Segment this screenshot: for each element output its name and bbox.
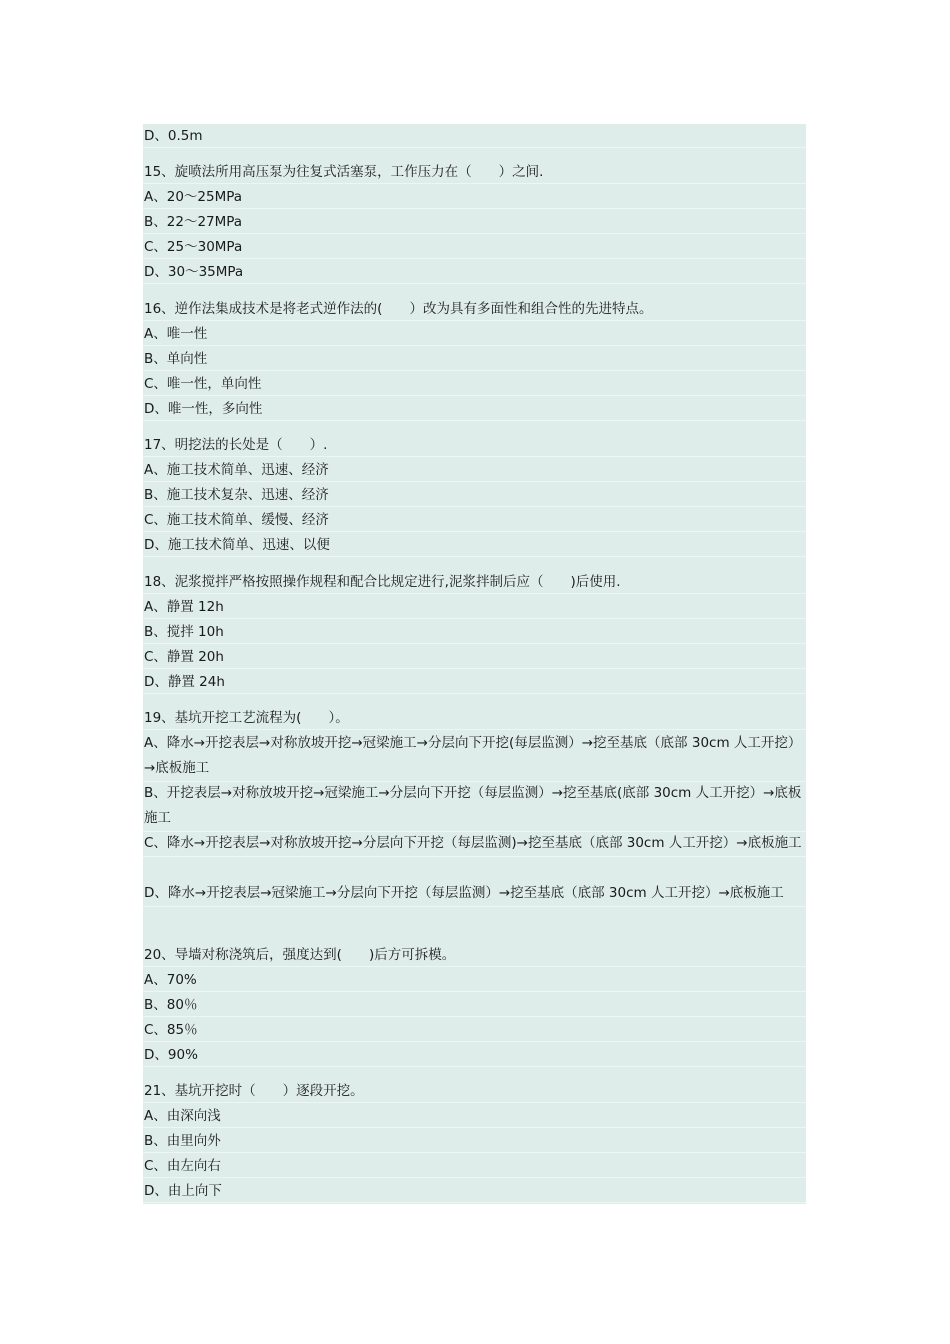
option-17-d: D、施工技术简单、迅速、以便 [143,533,806,557]
option-15-d: D、30～35MPa [143,260,806,284]
option-19-a: A、降水→开挖表层→对称放坡开挖→冠梁施工→分层向下开挖(每层监测）→挖至基底（底部 30cm 人工开挖）→底板施工 [143,731,806,782]
option-19-b: B、开挖表层→对称放坡开挖→冠梁施工→分层向下开挖（每层监测）→挖至基底(底部 30cm 人工开挖）→底板施工 [143,781,806,832]
question-19: 19、基坑开挖工艺流程为( ）。 [143,706,806,730]
option-16-d: D、唯一性，多向性 [143,397,806,421]
option-14-d: D、0.5m [143,124,806,148]
option-18-c: C、静置 20h [143,645,806,669]
option-21-a: A、由深向浅 [143,1104,806,1128]
option-20-b: B、80％ [143,993,806,1017]
question-15: 15、旋喷法所用高压泵为往复式活塞泵，工作压力在（ ）之间. [143,160,806,184]
option-20-c: C、85％ [143,1018,806,1042]
option-15-a: A、20～25MPa [143,185,806,209]
option-16-c: C、唯一性，单向性 [143,372,806,396]
option-18-a: A、静置 12h [143,595,806,619]
option-18-b: B、搅拌 10h [143,620,806,644]
option-20-d: D、90% [143,1043,806,1067]
option-21-b: B、由里向外 [143,1129,806,1153]
option-15-c: C、25～30MPa [143,235,806,259]
question-21: 21、基坑开挖时（ ）逐段开挖。 [143,1079,806,1103]
option-18-d: D、静置 24h [143,670,806,694]
question-18: 18、泥浆搅拌严格按照操作规程和配合比规定进行,泥浆拌制后应（ )后使用. [143,570,806,594]
option-16-b: B、单向性 [143,347,806,371]
question-20: 20、导墙对称浇筑后，强度达到( )后方可拆模。 [143,943,806,967]
question-17: 17、明挖法的长处是（ ）. [143,433,806,457]
question-16: 16、逆作法集成技术是将老式逆作法的( ）改为具有多面性和组合性的先进特点。 [143,297,806,321]
option-19-d: D、降水→开挖表层→冠梁施工→分层向下开挖（每层监测）→挖至基底（底部 30cm 人工开挖）→底板施工 [143,881,806,907]
option-19-c: C、降水→开挖表层→对称放坡开挖→分层向下开挖（每层监测)→挖至基底（底部 30cm 人工开挖）→底板施工 [143,831,806,857]
option-21-c: C、由左向右 [143,1154,806,1178]
option-15-b: B、22～27MPa [143,210,806,234]
option-21-d: D、由上向下 [143,1179,806,1203]
option-17-c: C、施工技术简单、缓慢、经济 [143,508,806,532]
option-17-b: B、施工技术复杂、迅速、经济 [143,483,806,507]
question-panel [143,124,806,1204]
option-20-a: A、70% [143,968,806,992]
option-17-a: A、施工技术简单、迅速、经济 [143,458,806,482]
option-16-a: A、唯一性 [143,322,806,346]
